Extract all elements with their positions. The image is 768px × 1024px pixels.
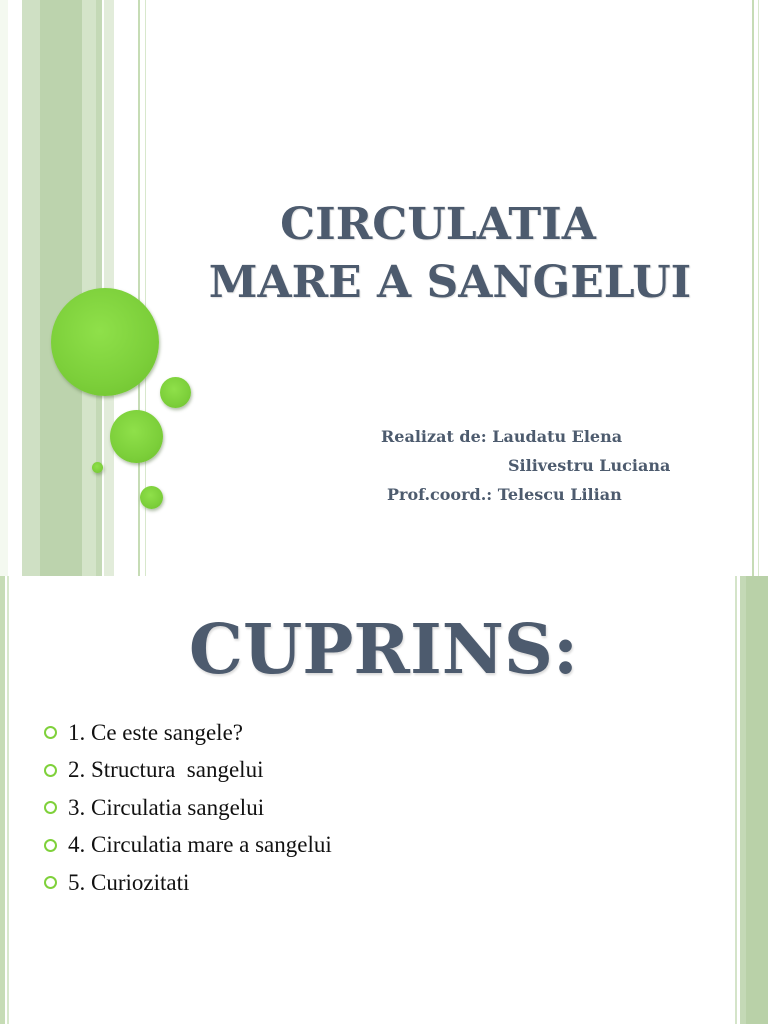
contents-heading: CUPRINS:: [188, 610, 579, 690]
list-item-label: 1. Ce este sangele?: [68, 719, 243, 745]
green-ring-bullet-icon: [44, 876, 57, 889]
green-circle-decoration: [92, 462, 103, 473]
list-item: [44, 827, 332, 865]
green-ring-bullet-icon: [44, 726, 57, 739]
green-circle-decoration: [140, 486, 163, 509]
green-circle-decoration: [110, 410, 163, 463]
slide-title-line-2: MARE A SANGELUI: [208, 257, 692, 308]
decorative-stripe: [0, 0, 8, 576]
list-item: [44, 714, 332, 752]
contents-list: [44, 714, 332, 902]
list-item-label: 5. Curiozitati: [68, 869, 190, 895]
decorative-stripe: [40, 0, 82, 576]
list-item-label: 4. Circulatia mare a sangelui: [68, 832, 332, 858]
green-circle-decoration: [51, 288, 159, 396]
authors-line: Silivestru Luciana: [508, 456, 671, 475]
list-item: [44, 864, 332, 902]
slide-title-line-1: CIRCULATIA: [280, 199, 596, 250]
list-item: [44, 752, 332, 790]
decorative-stripe: [22, 0, 40, 576]
authors-line: Realizat de: Laudatu Elena: [381, 427, 623, 446]
decorative-line: [752, 0, 754, 576]
list-item: [44, 789, 332, 827]
decorative-line: [758, 0, 759, 576]
green-ring-bullet-icon: [44, 764, 57, 777]
green-ring-bullet-icon: [44, 839, 57, 852]
slide-title: [150, 196, 750, 312]
green-circle-decoration: [160, 377, 191, 408]
list-item-label: 3. Circulatia sangelui: [68, 794, 265, 820]
contents-slide: [0, 576, 768, 1024]
coordinator-line: Prof.coord.: Telescu Lilian: [387, 485, 622, 504]
list-item-label: 2. Structura sangelui: [68, 757, 264, 783]
decorative-line: [138, 0, 140, 576]
green-ring-bullet-icon: [44, 801, 57, 814]
